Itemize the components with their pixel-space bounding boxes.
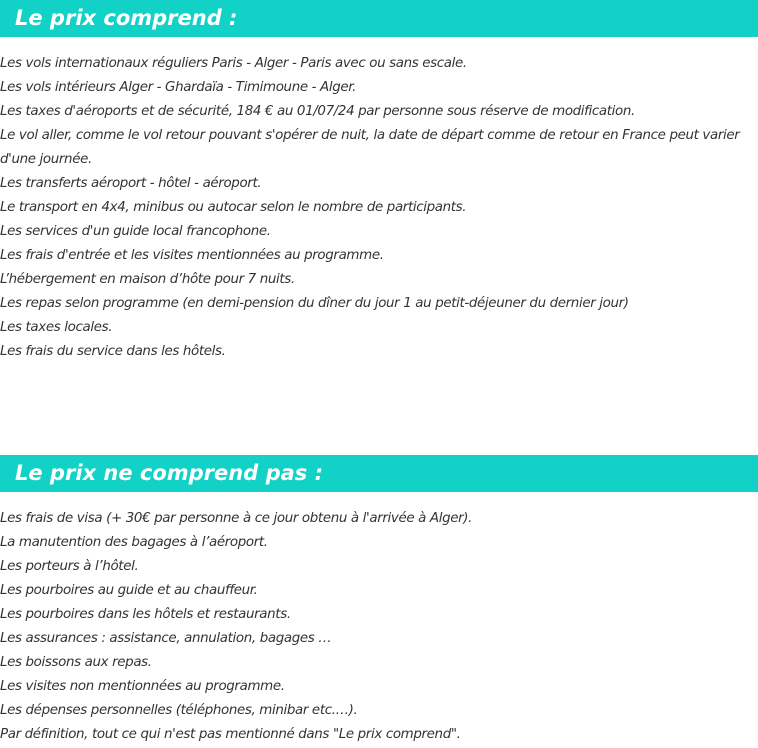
excluded-item: Les assurances : assistance, annulation, bagages … xyxy=(0,631,332,646)
included-item: Les transferts aéroport - hôtel - aéroport. xyxy=(0,176,262,191)
excluded-item: Les visites non mentionnées au programme. xyxy=(0,679,285,694)
excluded-items-list xyxy=(0,507,758,747)
excluded-item: Les pourboires dans les hôtels et restaurants. xyxy=(0,607,291,622)
excluded-section-title: Le prix ne comprend pas : xyxy=(0,455,758,492)
included-item: Les repas selon programme (en demi-pension du dîner du jour 1 au petit-déjeuner du dernier jour) xyxy=(0,296,629,311)
excluded-item: Par définition, tout ce qui n'est pas mentionné dans "Le prix comprend". xyxy=(0,727,461,742)
included-item: Les frais du service dans les hôtels. xyxy=(0,344,226,359)
included-item: Les services d'un guide local francophone. xyxy=(0,224,271,239)
included-item: L’hébergement en maison d’hôte pour 7 nuits. xyxy=(0,272,295,287)
excluded-item: Les porteurs à l’hôtel. xyxy=(0,559,139,574)
excluded-item: Les boissons aux repas. xyxy=(0,655,152,670)
included-item: Le vol aller, comme le vol retour pouvant s'opérer de nuit, la date de départ comme de retour en France peut varier d'une journée. xyxy=(0,128,740,167)
included-item: Les vols intérieurs Alger - Ghardaïa - Timimoune - Alger. xyxy=(0,80,357,95)
excluded-item: Les dépenses personnelles (téléphones, minibar etc.…). xyxy=(0,703,358,718)
excluded-item: La manutention des bagages à l’aéroport. xyxy=(0,535,268,550)
included-items-list xyxy=(0,52,758,364)
included-item: Les taxes locales. xyxy=(0,320,113,335)
excluded-item: Les frais de visa (+ 30€ par personne à ce jour obtenu à l'arrivée à Alger). xyxy=(0,511,473,526)
included-item: Les taxes d'aéroports et de sécurité, 184 € au 01/07/24 par personne sous réserve de modification. xyxy=(0,104,635,119)
included-section-title: Le prix comprend : xyxy=(0,0,758,37)
included-item: Le transport en 4x4, minibus ou autocar selon le nombre de participants. xyxy=(0,200,467,215)
included-item: Les frais d'entrée et les visites mentionnées au programme. xyxy=(0,248,384,263)
included-item: Les vols internationaux réguliers Paris - Alger - Paris avec ou sans escale. xyxy=(0,56,467,71)
excluded-item: Les pourboires au guide et au chauffeur. xyxy=(0,583,258,598)
